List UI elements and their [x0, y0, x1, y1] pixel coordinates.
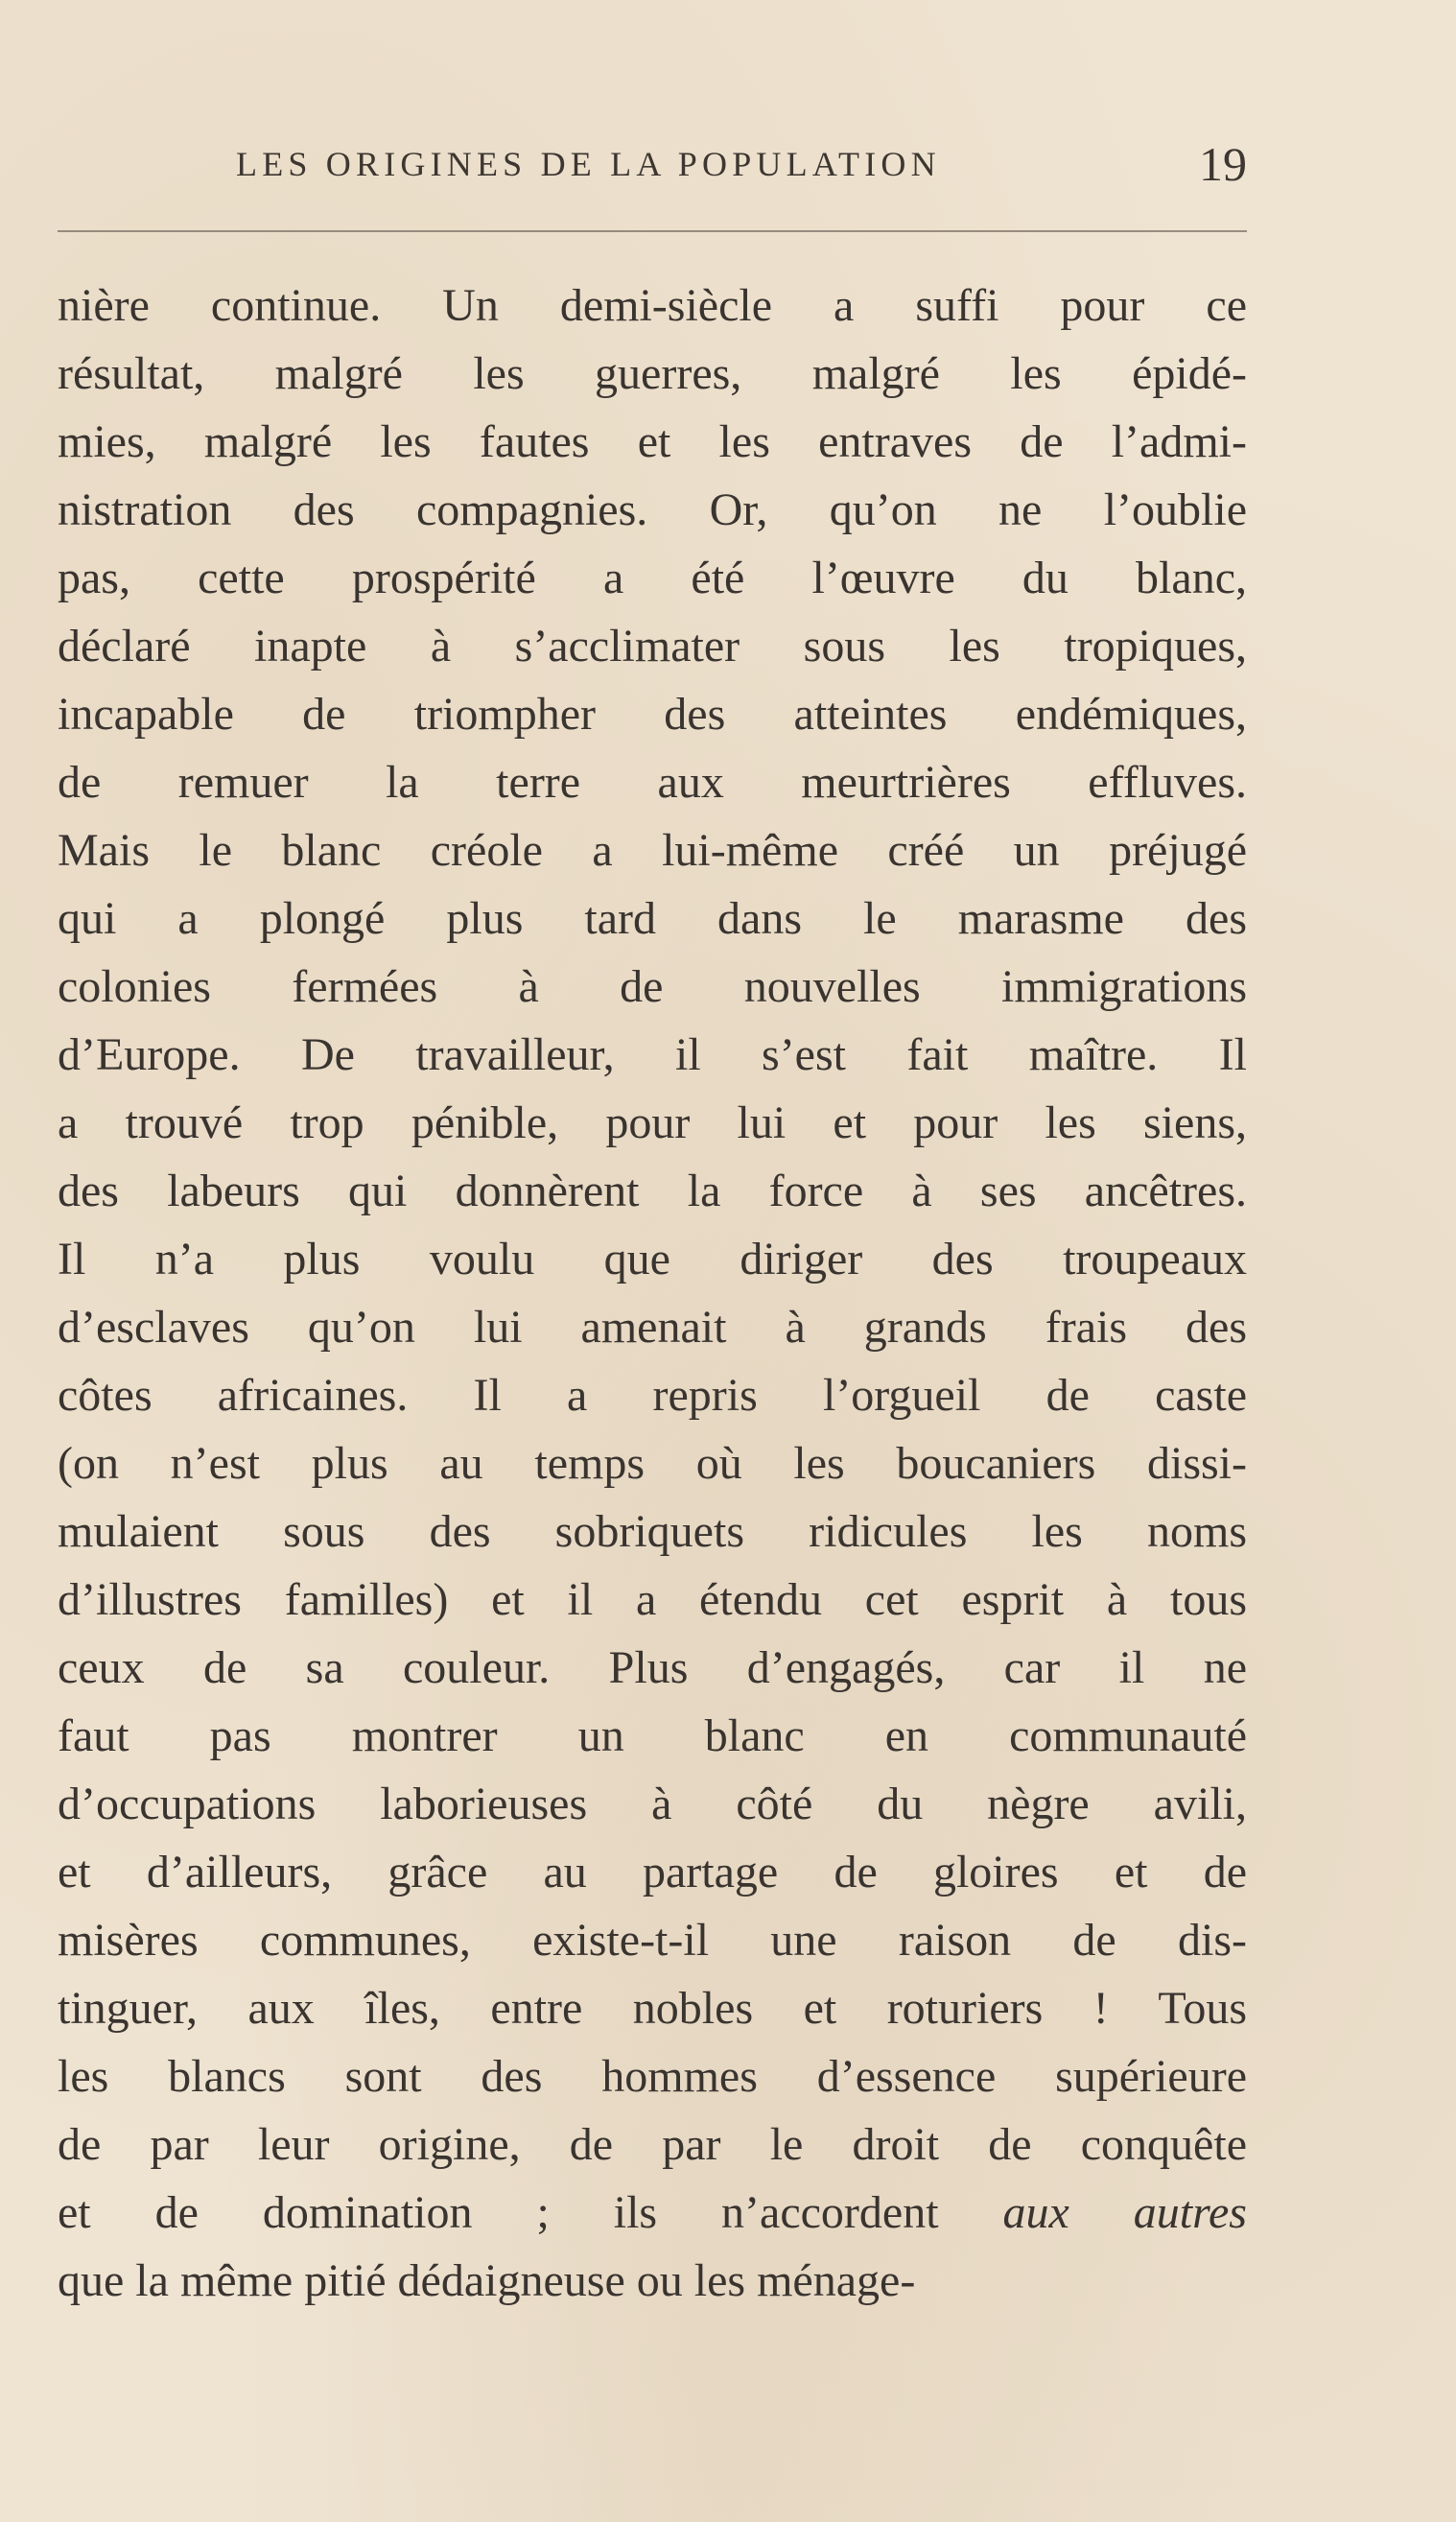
- text-line: déclaré inapte à s’acclimater sous les tropiques,: [58, 621, 1247, 672]
- text-line: les blancs sont des hommes d’essence supérieure: [58, 2051, 1247, 2102]
- italic-phrase: aux autres: [1002, 2187, 1247, 2238]
- text-line: d’illustres familles) et il a étendu cet esprit à tous: [58, 1574, 1247, 1625]
- text-line-part: et de domination ; ils n’accordent: [58, 2187, 939, 2238]
- text-line: Mais le blanc créole a lui-même créé un préjugé: [58, 825, 1247, 876]
- text-line: nistration des compagnies. Or, qu’on ne l’oublie: [58, 484, 1247, 535]
- text-line: tinguer, aux îles, entre nobles et roturiers ! Tous: [58, 1983, 1247, 2034]
- text-line: faut pas montrer un blanc en communauté: [58, 1710, 1247, 1761]
- text-line: de remuer la terre aux meurtrières effluves.: [58, 757, 1247, 808]
- text-line: d’esclaves qu’on lui amenait à grands frais des: [58, 1302, 1247, 1353]
- text-line: d’Europe. De travailleur, il s’est fait maître. Il: [58, 1029, 1247, 1080]
- text-line-with-italic: [58, 2179, 1247, 2247]
- text-line: misères communes, existe-t-il une raison de dis-: [58, 1915, 1247, 1966]
- running-title: LES ORIGINES DE LA POPULATION: [236, 145, 941, 183]
- running-head: [58, 137, 1247, 201]
- text-line: de par leur origine, de par le droit de conquête: [58, 2119, 1247, 2170]
- body-text: [58, 271, 1247, 2315]
- page-number: 19: [1199, 137, 1247, 191]
- text-line: et d’ailleurs, grâce au partage de gloires et de: [58, 1847, 1247, 1897]
- text-line: pas, cette prospérité a été l’œuvre du blanc,: [58, 553, 1247, 603]
- text-line: côtes africaines. Il a repris l’orgueil de caste: [58, 1370, 1247, 1421]
- text-line: Il n’a plus voulu que diriger des troupeaux: [58, 1234, 1247, 1285]
- text-line: d’occupations laborieuses à côté du nègre avili,: [58, 1779, 1247, 1829]
- text-line: nière continue. Un demi-siècle a suffi pour ce: [58, 280, 1247, 331]
- text-line: résultat, malgré les guerres, malgré les épidé-: [58, 348, 1247, 399]
- text-line: (on n’est plus au temps où les boucaniers dissi-: [58, 1438, 1247, 1489]
- text-line: des labeurs qui donnèrent la force à ses ancêtres.: [58, 1166, 1247, 1216]
- text-line: mies, malgré les fautes et les entraves de l’admi-: [58, 416, 1247, 467]
- text-line: ceux de sa couleur. Plus d’engagés, car il ne: [58, 1642, 1247, 1693]
- text-line: colonies fermées à de nouvelles immigrations: [58, 961, 1247, 1012]
- text-line: qui a plongé plus tard dans le marasme des: [58, 893, 1247, 944]
- header-rule: [58, 230, 1247, 232]
- text-line: incapable de triompher des atteintes endémiques,: [58, 689, 1247, 740]
- text-line: a trouvé trop pénible, pour lui et pour les siens,: [58, 1097, 1247, 1148]
- text-line: que la même pitié dédaigneuse ou les ménage-: [58, 2255, 916, 2306]
- text-line: mulaient sous des sobriquets ridicules les noms: [58, 1506, 1247, 1557]
